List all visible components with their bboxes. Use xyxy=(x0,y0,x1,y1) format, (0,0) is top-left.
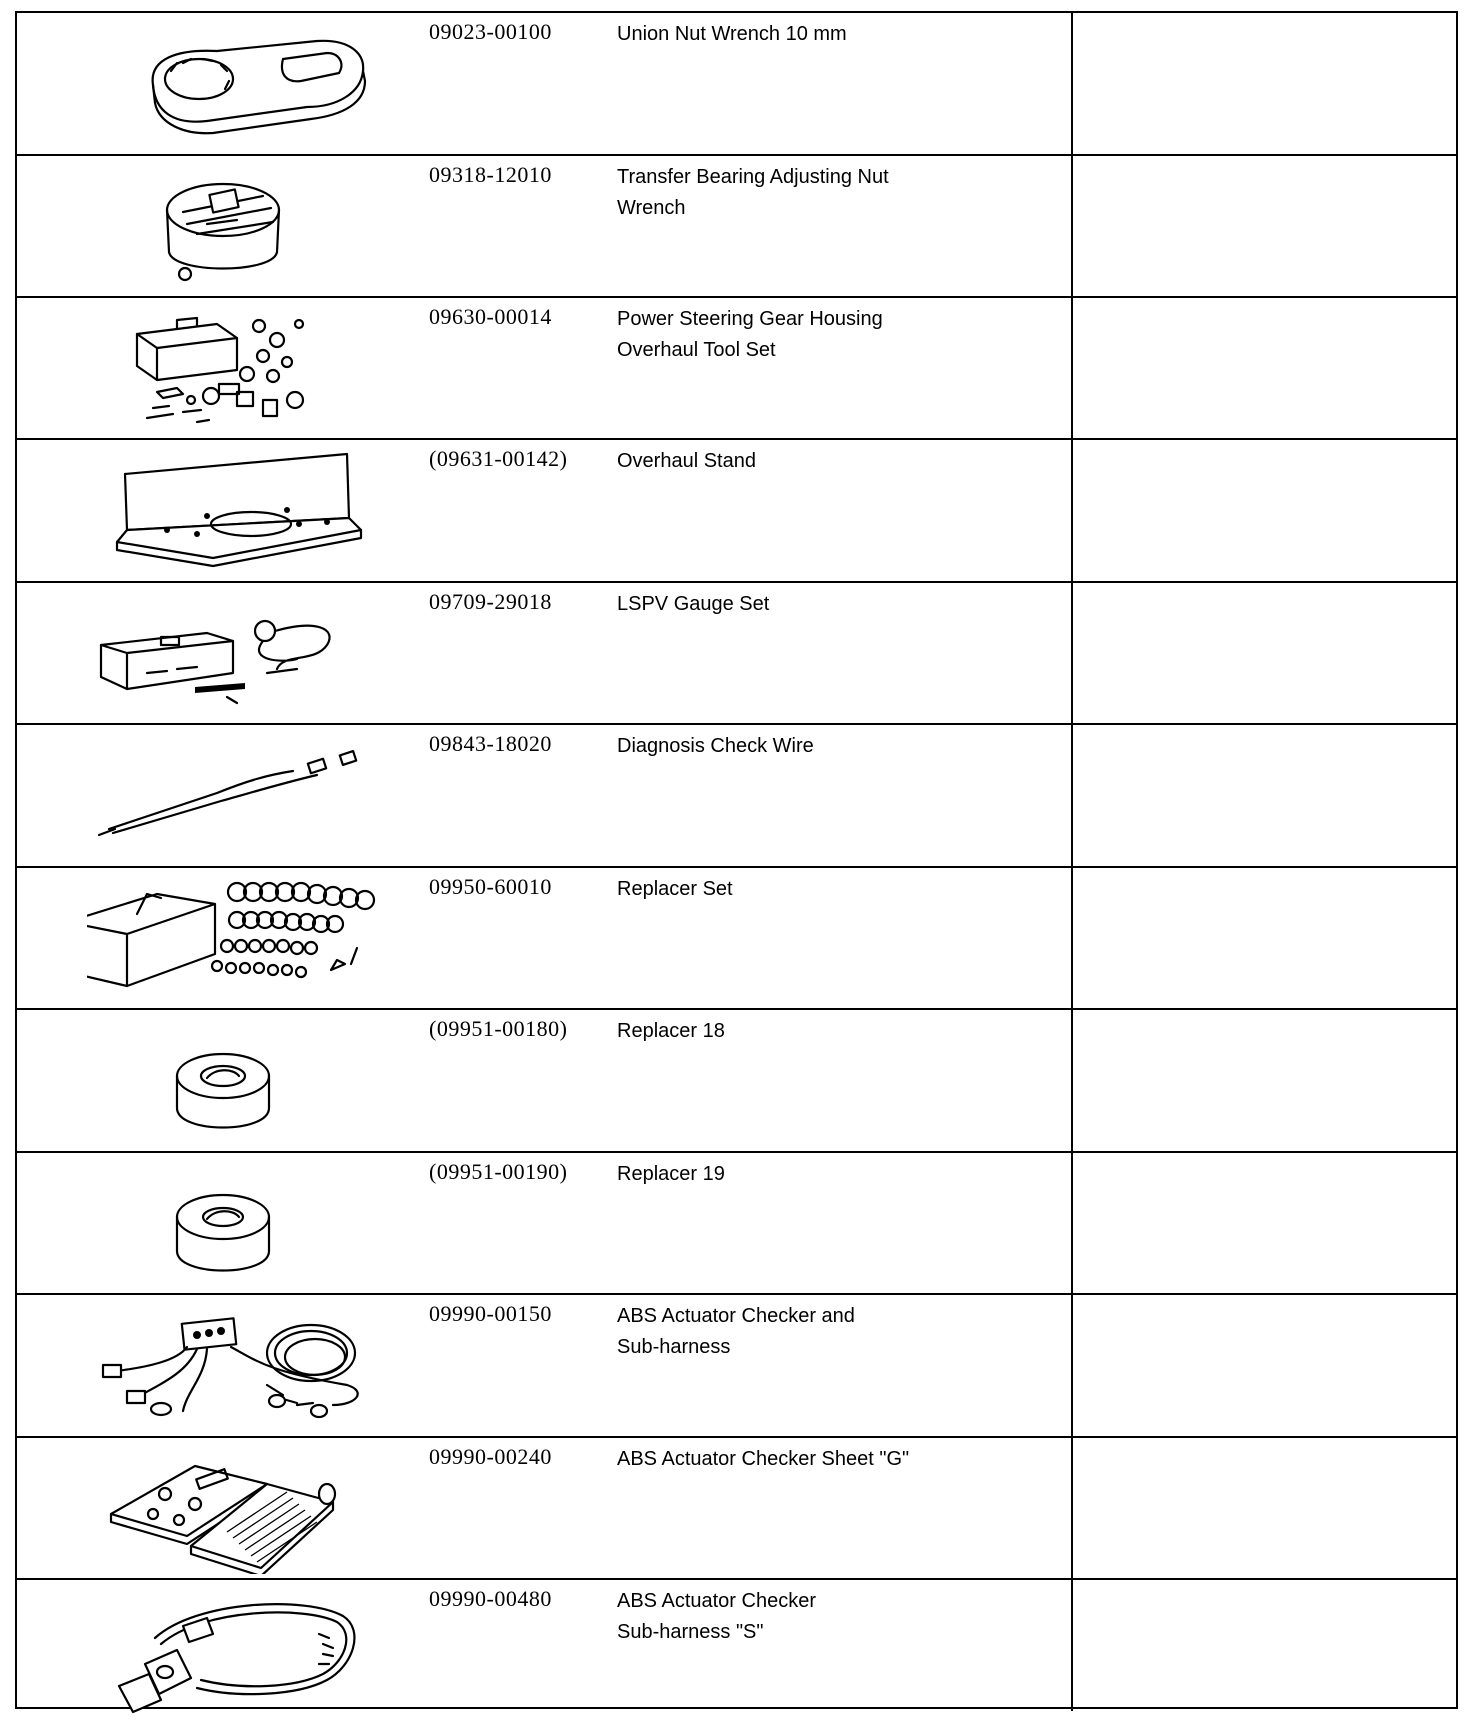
part-number: (09951-00190) xyxy=(429,1159,568,1184)
tool-description: ABS Actuator Checker Sub-harness "S" xyxy=(617,1590,816,1643)
checker-sheet-icon xyxy=(87,1444,417,1574)
part-number: 09990-00480 xyxy=(429,1586,552,1611)
union-nut-wrench-icon xyxy=(87,19,417,149)
tool-description: Replacer Set xyxy=(617,878,733,900)
actuator-checker-icon xyxy=(87,1301,417,1431)
part-number: 09630-00014 xyxy=(429,304,552,329)
sub-harness-icon xyxy=(87,1586,417,1716)
table-row xyxy=(17,868,1456,1010)
overhaul-stand-icon xyxy=(87,446,417,576)
part-number: (09631-00142) xyxy=(429,446,568,471)
table-row xyxy=(17,440,1456,583)
table-row xyxy=(17,1010,1456,1153)
table-row xyxy=(17,298,1456,440)
part-number: 09950-60010 xyxy=(429,874,552,899)
tool-description: ABS Actuator Checker Sheet "G" xyxy=(617,1448,910,1470)
table-row xyxy=(17,1153,1456,1295)
replacer-ring-icon xyxy=(87,1016,417,1146)
part-number: (09951-00180) xyxy=(429,1016,568,1041)
part-number: 09990-00240 xyxy=(429,1444,552,1469)
tool-description: Replacer 18 xyxy=(617,1020,725,1042)
tool-description: Power Steering Gear Housing Overhaul Tool Set xyxy=(617,308,883,361)
part-number: 09843-18020 xyxy=(429,731,552,756)
gauge-set-icon xyxy=(87,589,417,719)
check-wire-icon xyxy=(87,731,417,861)
tool-description: Diagnosis Check Wire xyxy=(617,735,814,757)
table-row xyxy=(17,1438,1456,1580)
part-number: 09023-00100 xyxy=(429,19,552,44)
table-row xyxy=(17,583,1456,725)
tool-description: LSPV Gauge Set xyxy=(617,593,770,615)
tool-description: Transfer Bearing Adjusting Nut Wrench xyxy=(617,166,889,219)
tool-description: Overhaul Stand xyxy=(617,450,756,472)
replacer-ring-icon xyxy=(87,1159,417,1289)
tool-description: ABS Actuator Checker and Sub-harness xyxy=(617,1305,855,1358)
table-row xyxy=(17,1580,1456,1711)
tool-description: Replacer 19 xyxy=(617,1163,725,1185)
tool-description: Union Nut Wrench 10 mm xyxy=(617,23,847,45)
tool-set-icon xyxy=(87,304,417,434)
part-number: 09318-12010 xyxy=(429,162,552,187)
table-row xyxy=(17,13,1456,156)
part-number: 09990-00150 xyxy=(429,1301,552,1326)
table-row xyxy=(17,1295,1456,1438)
replacer-set-icon xyxy=(87,874,417,1004)
special-service-tools-table xyxy=(15,11,1458,1709)
table-row xyxy=(17,725,1456,868)
adjusting-nut-wrench-icon xyxy=(87,162,417,292)
table-row xyxy=(17,156,1456,298)
part-number: 09709-29018 xyxy=(429,589,552,614)
